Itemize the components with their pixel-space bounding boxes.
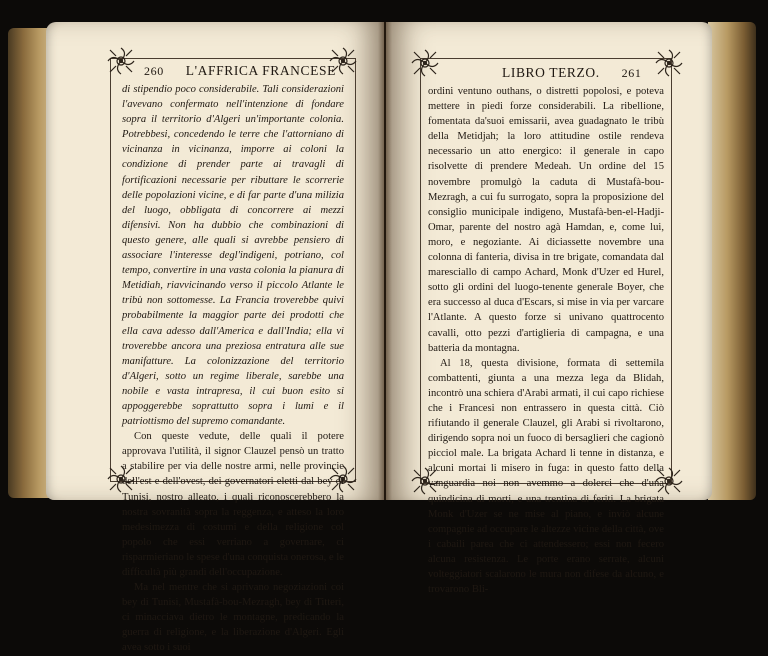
left-page bbox=[46, 22, 384, 654]
body-paragraph: Ma nel mentre che si aprivano negoziazioni coi bey di Tunisi, Mustafà-bou-Mezragh, bey di Titteri, ci minacciava dietro le montagne, predicando la guerra di religione, e la liberazione d'Algeri. Egli avea sotto i suoi bbox=[122, 582, 344, 654]
page-number: 260 bbox=[144, 64, 164, 78]
running-head-title: LIBRO TERZO. bbox=[502, 65, 600, 80]
corner-ornament-icon bbox=[652, 46, 686, 80]
body-paragraph: Con queste vedute, delle quali il potere approvava l'utilità, il signor Clauzel pensò un tratto a stabilire per via delle nostre armi, nelle provincie dell'est e dell'ovest, dei governatori eletti dal bey di Tunisi, nostro alleato, i quali riconoscerebbero la nostra sovranità sopra la reggenza, e atteso la loro medesimezza di costumi e della religione col popolo che essi verriano a governare, ci risparmieriano le spese d'una conquista onerosa, e le difficultà più grandi dell'occupazione. bbox=[122, 431, 344, 578]
right-page-body bbox=[428, 84, 664, 597]
corner-ornament-icon bbox=[104, 44, 138, 78]
corner-ornament-icon bbox=[408, 46, 442, 80]
running-head-title: L'AFFRICA FRANCESE bbox=[185, 63, 336, 78]
left-page-body bbox=[122, 82, 344, 656]
body-paragraph: Al 18, questa divisione, formata di settemila combattenti, giunta a una mezza lega da Blidah, incontrò una schiera d'Arabi armati, il cui capo richiese che i Francesi non entrassero in questa città. Ciò rifiutando il generale Clauzel, gli Arabi si rivoltarono, dirigendo sopra noi un fuoco di bersaglieri che cagionò picciol male. La brigata Achard li tenne in distanza, e alcuni mortai li misero in fuga: in questo fatto della vanguardia noi non avemmo a dolerci che d'una quindicina di morti, e una trentina di feriti. La brigata Monk d'Uzer se ne mise al piano, e inviò alcune compagnie ad occupare le altezze vicine della città, ove i cabaili parea che ci attendessero; essi non fecero alcuna resistenza. Le porte erano serrate, alcuni volteggiatori scalarono le mura non difese da alcuno, e trovarono Bli- bbox=[428, 357, 664, 596]
body-paragraph: ordini ventuno outhans, o distretti popolosi, e poteva mettere in piedi forze considerabili. La ribellione, fomentata da'suoi emissarii, avea guadagnato le tribù della Metidjah; la loro attitudine ostile rendeva necessario un atto energico: il generale in capo risolvette di prendere Medeah. Un ordine del 15 novembre promulgò la caduta di Mustafà-bou-Mezragh, a cui fu surrogato, sopra la proposizione del consiglio municipale indigeno, Mustafà-ben-el-Hadji-Omar, parente del nostro agà Hamdan, e, come lui, moro, e negoziante. Ai diciassette novembre una colonna di fanteria, divisa in tre brigate, comandata dal maresciallo di campo Achard, Monk d'Uzer ed Hurel, sotto gli ordini del luogo-tenente generale Boyer, che era successo al duca d'Escars, si mise in via per varcare l'Atlante. A questo forze si univano quattrocento cavalli, otto pezzi d'artiglieria di campagna, e una batteria da montagna. bbox=[428, 86, 664, 354]
page-number: 261 bbox=[621, 66, 642, 80]
right-page bbox=[386, 22, 712, 596]
right-running-head bbox=[502, 65, 641, 81]
right-page-edges bbox=[708, 22, 756, 500]
body-paragraph: di stipendio poco considerabile. Tali considerazioni l'avevano confermato nell'intenzione di fondare sopra il territorio d'Algeri un'importante colonia. Potrebbesi, concedendo le terre che l'attorniano di vicinanza in vicinanza, imporre ai coloni la condizione di prender parte ai travagli di fortificazioni necessarie per ributtare le scorrerie delle popolazioni vicine, e di far parte d'una milizia del luogo, obbligata di concorrere ai mezzi difensivi. Non ha dubbio che combinazioni di questo genere, alle quali si avrebbe pensiero di associare l'interesse degl'indigeni, potriano, col tempo, convertire in una vasta colonia la pianura di Metidiah, riavvicinando verso il piccolo Atlante le tribù non sottomesse. La Francia troverebbe quivi probabilmente la maggior parte dei prodotti che ella cava adesso dall'America e dall'India; ella vi troverebbe ancora una preziosa entratura alle sue manifatture. La colonizzazione del territorio d'Algeri, sotto un regime liberale, sarebbe una nobile e vasta intrapresa, il cui buon esito si appoggerebbe soprattutto sopra i lumi e il patriottismo del supremo comandante. bbox=[122, 84, 344, 428]
left-running-head bbox=[144, 63, 336, 79]
book-gutter bbox=[378, 22, 392, 500]
